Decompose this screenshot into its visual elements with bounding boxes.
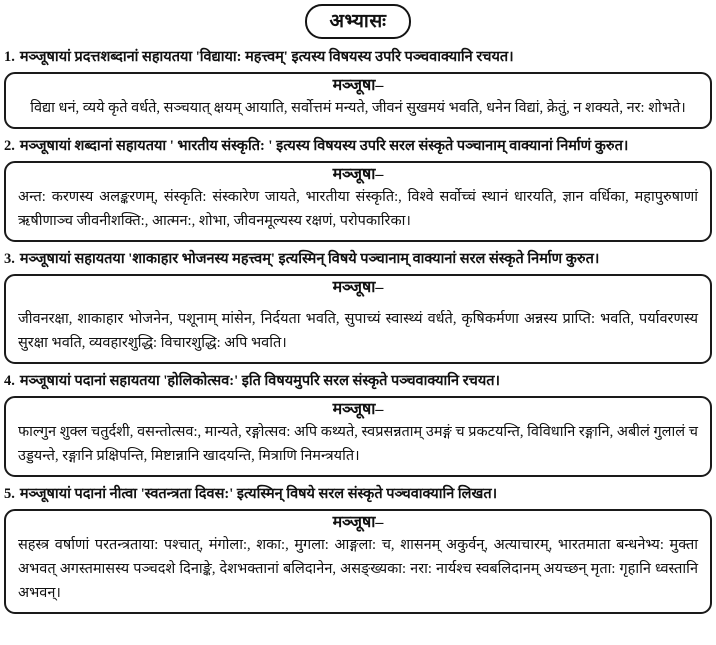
- question-3: [4, 249, 712, 271]
- manjusha-box-1: [4, 72, 712, 129]
- manjusha-box-3-heading: मञ्जूषा–: [332, 278, 384, 296]
- page-header: [3, 4, 713, 39]
- question-1: [4, 47, 712, 69]
- question-5-text: मञ्जूषायां पदानां नीत्वा 'स्वतन्त्रता दिवस:' इत्यस्मिन् विषये सरल संस्कृते पञ्चवाक्यानि लिखत।: [19, 486, 498, 503]
- question-3-number: 3.: [4, 251, 15, 268]
- question-4-text: मञ्जूषायां पदानां सहायतया 'होलिकोत्सव:' इति विषयमुपरि सरल संस्कृते पञ्चवाक्यानि रचयत।: [19, 373, 501, 390]
- manjusha-box-2-words: अन्त: करणस्य अलङ्करणम्, संस्कृति: संस्कारेण जायते, भारतीया संस्कृति:, विश्वे सर्वोच्चं स्थानं धारयति, ज्ञान वर्धिका, महापुरुषाणां ऋषीणाञ्च जीवनीशक्ति:, आत्मन:, शोभा, जीवनमूल्यस्य रक्षणं, परोपकारिका।: [18, 189, 698, 230]
- manjusha-box-1-words: विद्या धनं, व्यये कृते वर्धते, सञ्चयात् क्षयम् आयाति, सर्वोत्तमं मन्यते, जीवनं सुखमयं भवति, धनेन विद्यां, क्रेतुं, न शक्यते, नर: शोभते।: [30, 100, 686, 117]
- question-1-text: मञ्जूषायां प्रदत्तशब्दानां सहायतया 'विद्याया: महत्त्वम्' इत्यस्य विषयस्य उपरि पञ्चवाक्यानि रचयत।: [19, 49, 514, 65]
- manjusha-box-4: [4, 396, 712, 477]
- manjusha-box-4-words: फाल्गुन शुक्ल चतुर्दशी, वसन्तोत्सव:, मान्यते, रङ्गोत्सव: अपि कथ्यते, स्वप्रसन्नताम् उमङ्गं च प्रकटयन्ति, विविधानि रङ्गानि, अबीलं गुलालं च उड्डयन्ते, रङ्गानि प्रक्षिपन्ति, मिष्टान्नानि खादयन्ति, मित्राणि निमन्त्रयति।: [18, 424, 698, 465]
- question-2: [4, 136, 712, 158]
- question-3-text: मञ्जूषायां सहायतया 'शाकाहार भोजनस्य महत्त्वम्' इत्यस्मिन् विषये पञ्चानाम् वाक्यानां सरल संस्कृते निर्माण कुरुत।: [19, 251, 600, 268]
- question-2-number: 2.: [4, 138, 15, 155]
- manjusha-box-3-words: जीवनरक्षा, शाकाहार भोजनेन, पशूनाम् मांसेन, निर्दयता भवति, सुपाच्यं स्वास्थ्यं वर्धते, कृषिकर्मणा अन्नस्य प्राप्ति: भवति, पर्यावरणस्य सुरक्षा भवति, व्यवहारशुद्धि: विचारशुद्धि: अपि भवति।: [18, 311, 698, 352]
- manjusha-box-5-heading: मञ्जूषा–: [332, 513, 384, 531]
- question-5: [4, 484, 712, 506]
- manjusha-box-5: [4, 509, 712, 614]
- question-4-number: 4.: [4, 373, 15, 390]
- question-5-number: 5.: [4, 486, 15, 503]
- manjusha-box-2-heading: मञ्जूषा–: [332, 165, 384, 183]
- manjusha-box-1-heading: मञ्जूषा–: [332, 76, 384, 94]
- manjusha-box-5-words: सहस्त्र वर्षाणां परतन्त्रताया: पश्चात्, मंगोला:, शका:, मुगला: आङ्गला: च, शासनम् अकुर्वन्, अत्याचारम्, भारतमाता बन्धनेभ्य: मुक्ता अभवत् अगस्तमासस्य पञ्चदशे दिनाङ्के, देशभक्तानां बलिदानेन, असङ्ख्यका: नरा: नार्यश्च स्वबलिदानम् अयच्छन् मृता: गृहानि ध्वस्तानि अभवन्।: [18, 537, 698, 601]
- question-2-text: मञ्जूषायां शब्दानां सहायतया ' भारतीय संस्कृति: ' इत्यस्य विषयस्य उपरि सरल संस्कृते पञ्चानाम् वाक्यानां निर्माणं कुरुत।: [19, 138, 629, 155]
- page-title: अभ्यासः: [305, 4, 410, 39]
- question-1-number: 1.: [4, 49, 15, 65]
- manjusha-box-4-heading: मञ्जूषा–: [332, 400, 384, 418]
- question-4: [4, 371, 712, 393]
- manjusha-box-3: [4, 274, 712, 364]
- manjusha-box-2: [4, 161, 712, 242]
